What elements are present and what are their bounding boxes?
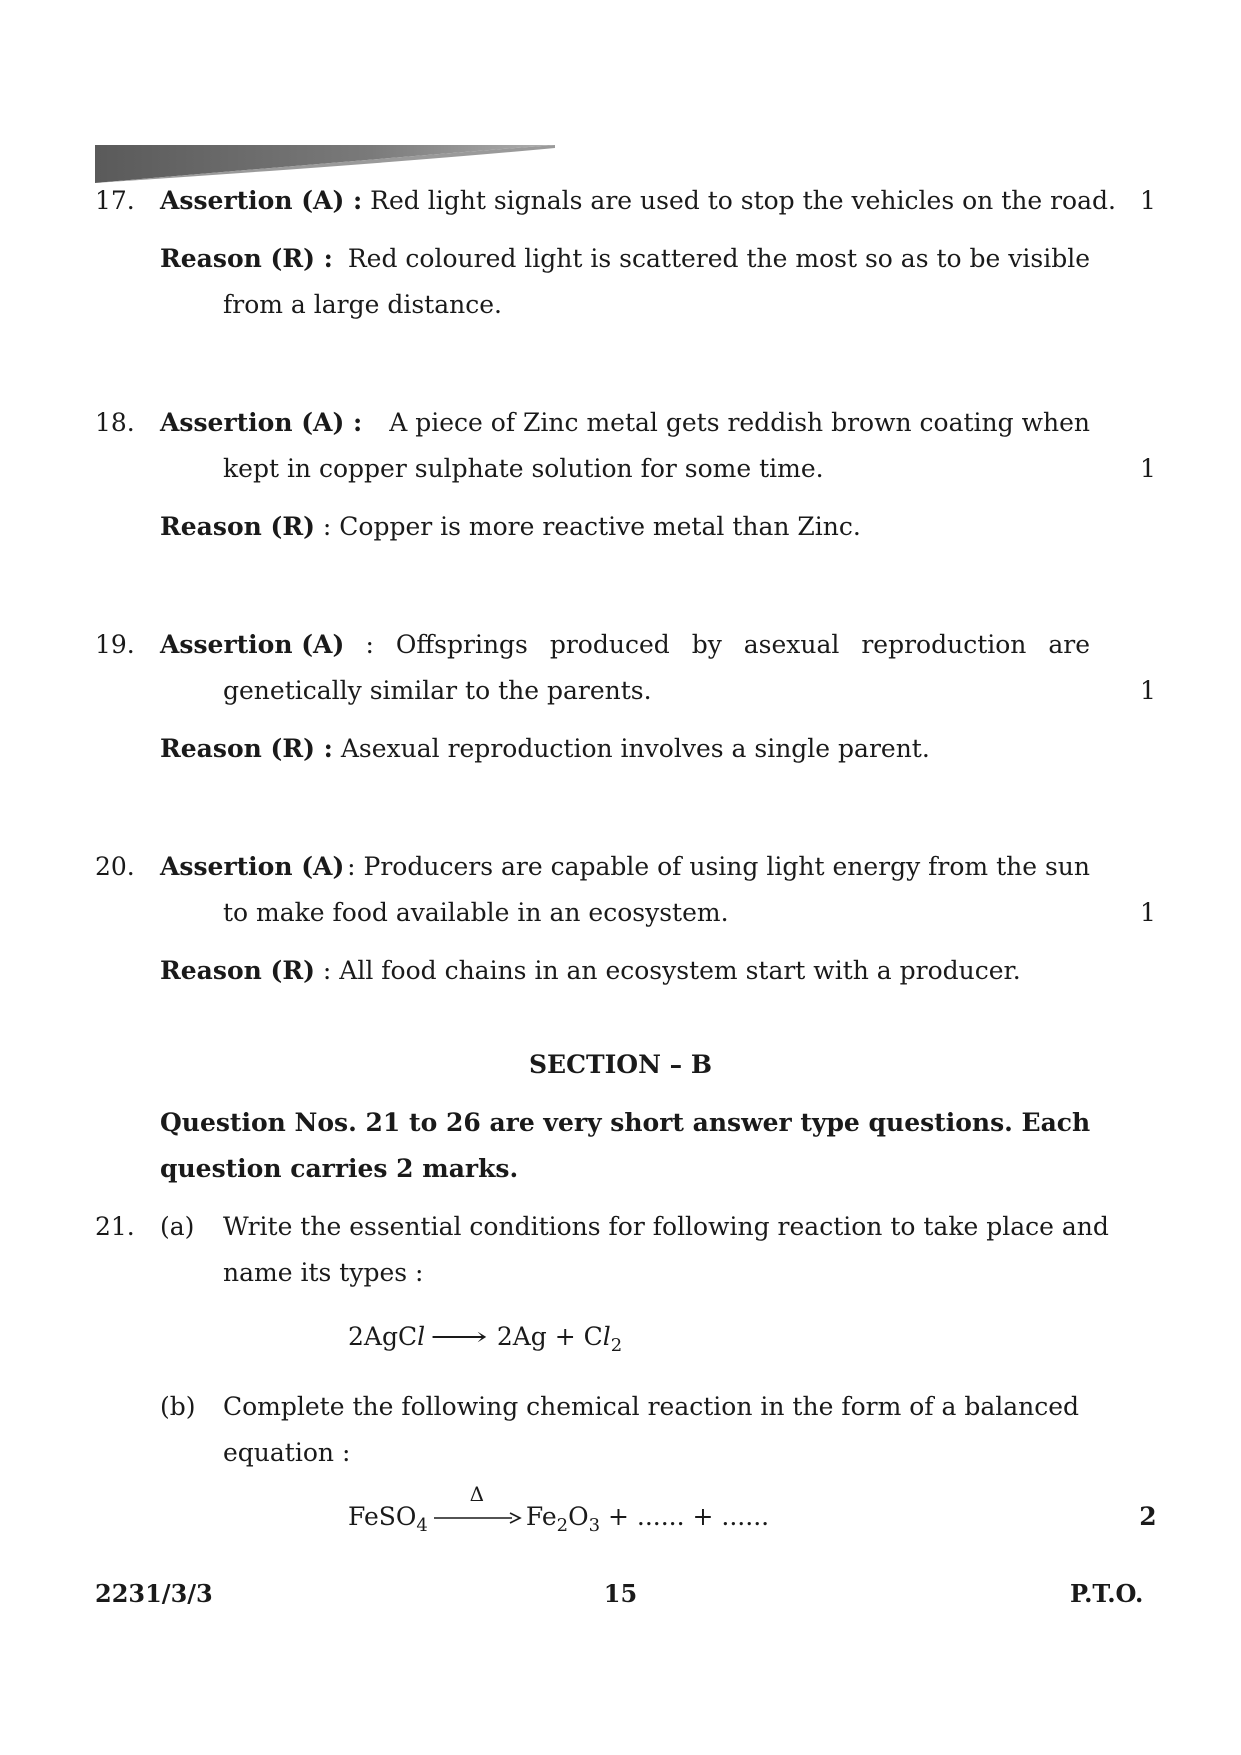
section-instruction — [160, 1108, 1090, 1138]
eq-a-product: 2Ag + C — [488, 1322, 603, 1351]
eq-a-reactant: 2AgC — [348, 1322, 418, 1351]
assertion — [160, 408, 1090, 438]
eq-b-o: O — [568, 1502, 589, 1531]
assertion — [160, 630, 1090, 660]
assertion-label: Assertion (A) — [160, 852, 345, 881]
assertion-continuation: to make food available in an ecosystem. — [223, 898, 729, 927]
eq-b-subscript-3: 3 — [588, 1515, 601, 1536]
reason — [160, 956, 1021, 986]
part-b-label: (b) — [160, 1392, 196, 1421]
section-title: SECTION – B — [529, 1050, 712, 1079]
assertion-text: Red light signals are used to stop the vehicles on the road. — [362, 186, 1116, 215]
header-decorative-bar — [95, 145, 555, 183]
eq-b-subscript-2: 2 — [556, 1515, 569, 1536]
reason-text: : Copper is more reactive metal than Zinc. — [314, 512, 861, 541]
question-number: 17. — [95, 186, 135, 215]
equation-a — [348, 1322, 622, 1356]
marks: 2 — [1139, 1502, 1157, 1531]
marks: 1 — [1140, 454, 1156, 483]
reason-label: Reason (R) : — [160, 244, 333, 273]
reason-label: Reason (R) — [160, 956, 315, 985]
pto: P.T.O. — [1070, 1579, 1144, 1608]
section-instruction-line1: Question Nos. 21 to 26 are very short answer type questions. Each — [160, 1108, 1091, 1137]
assertion-label: Assertion (A) — [160, 630, 345, 659]
assertion-label: Assertion (A) : — [160, 186, 363, 215]
eq-b-fe: Fe — [525, 1502, 557, 1531]
assertion-text: : Producers are capable of using light energy from the sun — [347, 852, 1090, 881]
reason-label: Reason (R) — [160, 512, 315, 541]
assertion-text: : Offsprings produced by asexual reproduction are — [365, 630, 1090, 659]
part-b-text: Complete the following chemical reaction in the form of a balanced — [223, 1392, 1080, 1421]
reason-text: Red coloured light is scattered the most so as to be visible — [347, 244, 1090, 273]
page-number: 15 — [603, 1579, 638, 1608]
eq-b-blanks: + ...... + ...... — [600, 1502, 770, 1531]
paper-code: 2231/3/3 — [95, 1579, 213, 1608]
marks: 1 — [1140, 898, 1156, 927]
assertion-continuation: genetically similar to the parents. — [223, 676, 652, 705]
part-a-continuation: name its types : — [223, 1258, 424, 1287]
assertion-label: Assertion (A) : — [160, 408, 363, 437]
equation-b — [348, 1482, 770, 1536]
assertion — [160, 186, 1116, 216]
eq-a-l2: l — [602, 1322, 611, 1351]
reason — [160, 512, 861, 542]
reason-label: Reason (R) : — [160, 734, 333, 763]
part-a-label: (a) — [160, 1212, 195, 1241]
reason-text: Asexual reproduction involves a single parent. — [332, 734, 930, 763]
reason-continuation: from a large distance. — [223, 290, 502, 319]
assertion — [160, 852, 1090, 882]
assertion-continuation: kept in copper sulphate solution for some time. — [223, 454, 824, 483]
reason — [160, 244, 1090, 274]
heat-arrow — [432, 1482, 522, 1531]
part-b-continuation: equation : — [223, 1438, 351, 1467]
question-number: 19. — [95, 630, 135, 659]
part-a-text: Write the essential conditions for following reaction to take place and — [223, 1212, 1109, 1241]
assertion-text: A piece of Zinc metal gets reddish brown coating when — [389, 408, 1090, 437]
section-instruction-line2: question carries 2 marks. — [160, 1154, 519, 1183]
reason-text: : All food chains in an ecosystem start with a producer. — [314, 956, 1021, 985]
eq-b-subscript-4: 4 — [416, 1515, 428, 1536]
reaction-arrow-icon: ⟶ — [430, 1322, 488, 1351]
eq-a-l: l — [417, 1322, 426, 1351]
marks: 1 — [1140, 676, 1156, 705]
eq-b-reactant: FeSO — [348, 1502, 417, 1531]
question-number: 21. — [95, 1212, 135, 1241]
eq-a-subscript: 2 — [610, 1335, 623, 1356]
reason — [160, 734, 930, 764]
question-number: 18. — [95, 408, 135, 437]
reaction-arrow-icon — [432, 1511, 522, 1525]
question-number: 20. — [95, 852, 135, 881]
marks: 1 — [1140, 186, 1156, 215]
delta-icon: Δ — [469, 1482, 485, 1506]
